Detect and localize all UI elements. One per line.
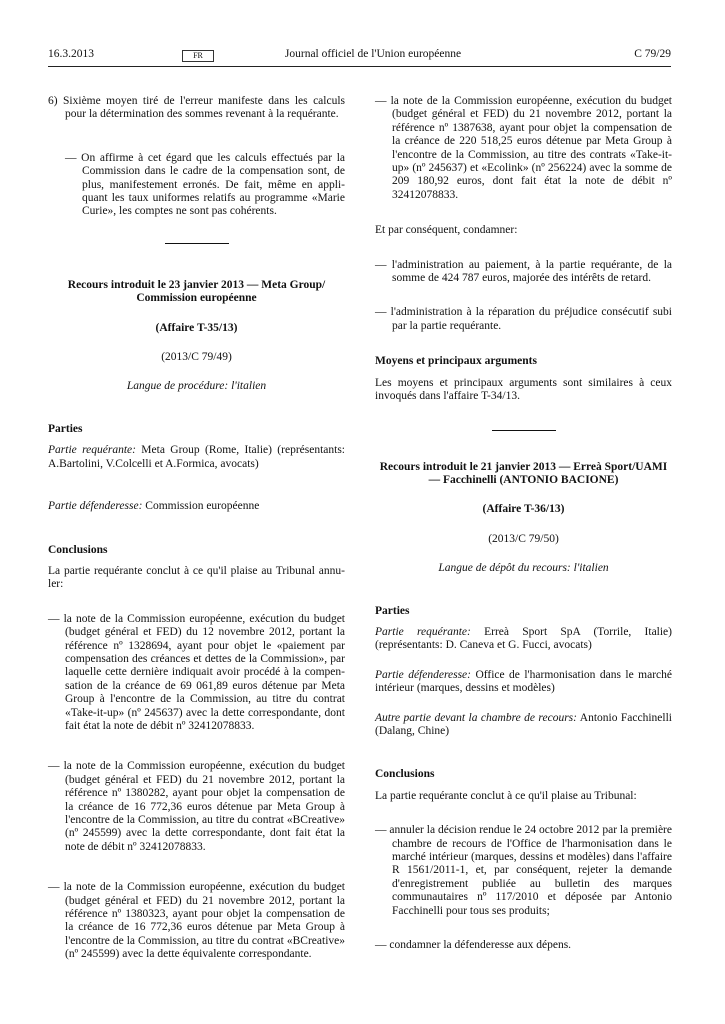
header-rule [48,66,671,67]
applicant-line [375,626,672,653]
page-reference: C 79/29 [634,48,671,60]
parties-heading: Parties [375,604,410,617]
conclusions-heading: Conclusions [375,768,435,781]
defendant-label: Partie défenderesse: [48,500,143,513]
case-number-t35: (Affaire T-35/13) [155,321,238,334]
conclusion-item: — la note de la Commission européenne, exécution du budget (budget général et FED) du 21 novembre 2012, portant la référence nº 1380282, ayant pour objet la compensation de la créance de 16 772,36 euros détenue par Meta Group à l'encontre de la Commission, au titre du contrat «BCreative» (nº 245599) avec la dette correspondante, dont fait état la note de débit nº 32412078833. [48,760,345,853]
case-title-t35: Recours introduit le 23 janvier 2013 — Meta Group/ Commission européenne [67,278,326,305]
journal-title: Journal officiel de l'Union européenne [284,48,462,60]
left-column [48,95,345,962]
right-column [375,95,672,952]
conclusion-item: — l'administration à la réparation du préjudice consécutif subi par la partie requérante. [375,306,672,332]
publication-date: 16.3.2013 [48,48,94,60]
parties-heading: Parties [48,422,83,435]
plea-six-detail: — On affirme à cet égard que les calculs effectués par la Commission dans le cadre de la compensation sont, de plus, manifestement erronés. De fait, même en appliquant les taux uniformes relatifs au programme «Marie Curie», les comptes ne sont pas cohérents. [65,151,345,218]
conclusion-item: — la note de la Commission européenne, exécution du budget (budget général et FED) du 12 novembre 2012, portant la référence nº 1328694, ayant pour objet le «paiement par compensation des créances et dettes de la Commission», par laquelle cette dernière indiquait avoir procédé à la compensation de la créance de 69 061,89 euros détenue par Meta Group à l'encontre de la Commission, au titre du contrat «Take-it-up» (nº 245637) avec la dette correspondante, dont fait état la note de débit nº 32412078833. [48,612,345,732]
defendant-text: Office de l'harmonisation dans le marché intérieur (marques, dessins et modèles) [375,668,672,695]
plea-six: 6) Sixième moyen tiré de l'erreur manifeste dans les calculs pour la détermination des sommes revenant à la requérante. [48,95,345,121]
other-party-text: Antonio Facchinelli (Dalang, Chine) [375,711,672,737]
applicant-line [48,444,345,471]
defendant-line [48,500,345,513]
pleas-text: Les moyens et principaux arguments sont similaires à ceux invoqués dans l'affaire T-34/13. [375,376,672,403]
case-title-t36: Recours introduit le 21 janvier 2013 — Erreà Sport/UAMI — Facchinelli (ANTONIO BACIONE) [379,460,668,486]
case-language-t35: Langue de procédure: l'italien [126,380,267,393]
applicant-text: Meta Group (Rome, Italie) (représentants: A.Bartolini, V.Colcelli et A.Formica, avocats) [48,444,345,470]
pleas-heading: Moyens et principaux arguments [375,355,537,368]
case-number-t36: (Affaire T-36/13) [482,503,565,516]
other-party-line [375,712,672,739]
page-header [48,48,671,64]
conclusions-intro: La partie requérante conclut à ce qu'il plaise au Tribunal: [375,789,637,802]
case-ref-t35: (2013/C 79/49) [161,351,232,364]
case-ref-t36: (2013/C 79/50) [488,532,559,545]
separator-line [492,430,556,431]
defendant-label: Partie défenderesse: [375,668,471,681]
applicant-label: Partie requérante: [375,625,471,638]
conclusions-intro: La partie requérante conclut à ce qu'il plaise au Tribunal annuler: [48,564,345,591]
defendant-text: Commission européenne [142,500,260,513]
other-party-label: Autre partie devant la chambre de recours: [375,711,577,724]
separator-line [165,243,229,244]
applicant-label: Partie requérante: [48,444,136,457]
conclusion-item: — condamner la défenderesse aux dépens. [375,939,572,952]
conclusion-item: — la note de la Commission européenne, exécution du budget (budget général et FED) du 21 novembre 2012, portant la référence nº 1387638, ayant pour objet la compensation de la créance de 220 518,25 euros détenue par Meta Group à l'encontre de la Commission, au titre des contrats «Take-it-up» (nº 245637) et «Ecolink» (nº 256224) avec la somme de 209 180,92 euros, dont fait état la note de débit nº 32412078833. [375,95,672,201]
conclusions-heading: Conclusions [48,543,108,556]
case-language-t36: Langue de dépôt du recours: l'italien [438,562,609,575]
language-code-box: FR [182,50,214,62]
defendant-line [375,669,672,696]
applicant-text: Erreà Sport SpA (Torrile, Italie) (représentants: D. Caneva et G. Fucci, avocats) [375,625,672,652]
conclusion-item: — l'administration au paiement, à la partie requérante, de la somme de 424 787 euros, majorée des intérêts de retard. [375,258,672,285]
consequently-line: Et par conséquent, condamner: [375,224,518,237]
conclusion-item: — la note de la Commission européenne, exécution du budget (budget général et FED) du 21 novembre 2012, portant la référence nº 1380323, ayant pour objet la compensation de la créance de 16 772,36 euros détenue par Meta Group à l'encontre de la Commission, au titre du contrat «BCreative» (nº 245599) avec la dette équivalente correspondante. [48,881,345,961]
conclusion-item: — annuler la décision rendue le 24 octobre 2012 par la première chambre de recours de l'Office de l'harmonisation dans le marché intérieur (marques, dessins et modèles) dans l'affaire R 1561/2011-1, et, par conséquent, rejeter la demande d'enregistrement publiée au bulletin des marques communautaires nº 117/2010 et déposée par Antonio Facchinelli pour tous ses produits; [375,824,672,917]
